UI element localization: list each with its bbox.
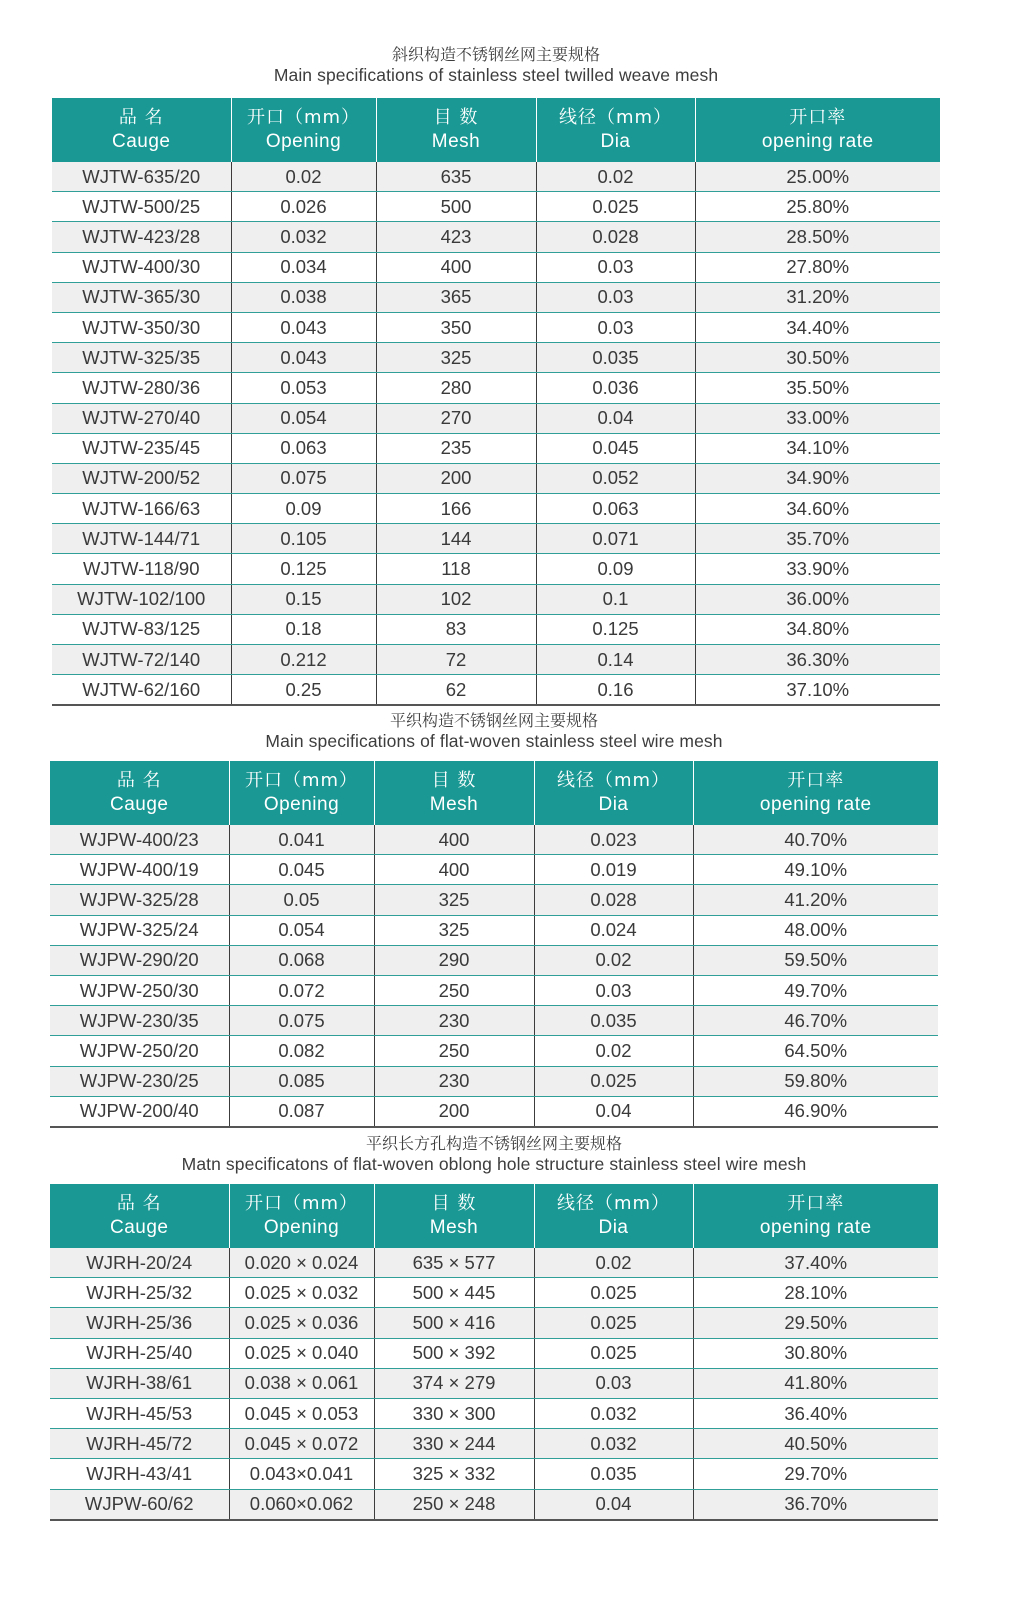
cell-opening: 0.05 [229,885,374,915]
cell-opening: 0.038 × 0.061 [229,1368,374,1398]
cell-gauge: WJRH-45/72 [50,1429,229,1459]
cell-opening: 0.09 [231,494,376,524]
cell-opening: 0.054 [229,915,374,945]
cell-opening-rate: 34.10% [695,433,940,463]
cell-opening: 0.054 [231,403,376,433]
table-header-row [52,98,940,162]
cell-opening: 0.045 × 0.053 [229,1398,374,1428]
cell-gauge: WJTW-72/140 [52,645,231,675]
cell-opening: 0.02 [231,162,376,192]
cell-gauge: WJTW-325/35 [52,343,231,373]
cell-gauge: WJRH-25/36 [50,1308,229,1338]
header-mesh-en: Mesh [429,1217,479,1238]
cell-mesh: 330 × 244 [374,1429,534,1459]
cell-opening-rate: 41.20% [693,885,938,915]
cell-opening-rate: 30.50% [695,343,940,373]
cell-mesh: 280 [376,373,536,403]
header-opening-rate [695,98,940,162]
header-gauge-cn: 品 名 [116,1193,162,1214]
table-row [50,1459,938,1489]
cell-gauge: WJPW-325/24 [50,915,229,945]
cell-opening: 0.060×0.062 [229,1489,374,1520]
header-gauge-en: Cauge [112,131,171,152]
cell-opening-rate: 25.00% [695,162,940,192]
header-opening-rate-en: opening rate [759,794,872,815]
cell-dia: 0.028 [536,222,695,252]
cell-opening: 0.045 [229,855,374,885]
cell-opening-rate: 31.20% [695,282,940,312]
table-row [50,1096,938,1127]
section-title-cn: 平织构造不锈钢丝网主要规格 [389,711,598,730]
header-opening-en: Opening [263,1217,340,1238]
cell-opening-rate: 64.50% [693,1036,938,1066]
cell-dia: 0.071 [536,524,695,554]
cell-gauge: WJTW-400/30 [52,252,231,282]
table-row [52,343,940,373]
table-row [52,614,940,644]
cell-gauge: WJPW-400/19 [50,855,229,885]
header-dia-cn: 线径（mm） [556,1193,671,1214]
header-mesh [376,98,536,162]
header-gauge [50,1184,229,1248]
cell-gauge: WJTW-270/40 [52,403,231,433]
cell-mesh: 230 [374,1006,534,1036]
table-row [50,825,938,855]
cell-opening-rate: 25.80% [695,192,940,222]
table-row [52,192,940,222]
header-dia-en: Dia [600,131,631,152]
cell-gauge: WJTW-500/25 [52,192,231,222]
cell-opening-rate: 28.50% [695,222,940,252]
cell-opening-rate: 49.10% [693,855,938,885]
table-row [52,554,940,584]
cell-mesh: 200 [374,1096,534,1127]
cell-gauge: WJPW-230/35 [50,1006,229,1036]
cell-opening-rate: 33.00% [695,403,940,433]
cell-dia: 0.023 [534,825,693,855]
header-gauge-en: Cauge [110,794,169,815]
cell-dia: 0.045 [536,433,695,463]
cell-gauge: WJTW-635/20 [52,162,231,192]
cell-mesh: 635 × 577 [374,1248,534,1278]
cell-opening: 0.212 [231,645,376,675]
cell-mesh: 325 [374,885,534,915]
cell-dia: 0.063 [536,494,695,524]
table-row [50,1278,938,1308]
cell-opening-rate: 29.50% [693,1308,938,1338]
cell-opening-rate: 34.90% [695,463,940,493]
cell-mesh: 250 [374,1036,534,1066]
header-mesh-cn: 目 数 [431,1193,477,1214]
cell-opening: 0.072 [229,975,374,1005]
cell-mesh: 230 [374,1066,534,1096]
cell-gauge: WJTW-166/63 [52,494,231,524]
cell-dia: 0.025 [534,1278,693,1308]
table-row [52,645,940,675]
header-opening-rate-cn: 开口率 [789,107,847,128]
cell-opening: 0.105 [231,524,376,554]
cell-opening: 0.068 [229,945,374,975]
cell-opening-rate: 40.50% [693,1429,938,1459]
cell-gauge: WJPW-200/40 [50,1096,229,1127]
header-opening [229,761,374,825]
header-dia [534,761,693,825]
header-mesh [374,761,534,825]
cell-dia: 0.02 [536,162,695,192]
header-opening-cn: 开口（mm） [244,770,359,791]
cell-opening: 0.085 [229,1066,374,1096]
cell-mesh: 400 [376,252,536,282]
table-row [50,1036,938,1066]
cell-dia: 0.036 [536,373,695,403]
table-row [50,885,938,915]
cell-opening-rate: 37.40% [693,1248,938,1278]
cell-gauge: WJPW-325/28 [50,885,229,915]
cell-gauge: WJRH-43/41 [50,1459,229,1489]
cell-dia: 0.03 [534,1368,693,1398]
cell-opening-rate: 36.40% [693,1398,938,1428]
cell-dia: 0.04 [536,403,695,433]
section-title-en: Main specifications of flat-woven stainless steel wire mesh [265,731,723,751]
cell-mesh: 325 × 332 [374,1459,534,1489]
header-mesh-en: Mesh [429,794,479,815]
header-dia-en: Dia [598,1217,629,1238]
cell-opening: 0.075 [231,463,376,493]
table-row [50,1248,938,1278]
cell-opening-rate: 46.70% [693,1006,938,1036]
table-row [52,584,940,614]
header-mesh-cn: 目 数 [431,770,477,791]
cell-gauge: WJPW-250/30 [50,975,229,1005]
cell-dia: 0.024 [534,915,693,945]
header-opening-rate-cn: 开口率 [787,1193,845,1214]
spec-table-flat [50,761,938,1128]
table-row [50,915,938,945]
header-dia-en: Dia [598,794,629,815]
cell-dia: 0.14 [536,645,695,675]
cell-dia: 0.025 [536,192,695,222]
cell-opening: 0.032 [231,222,376,252]
table-row [52,433,940,463]
cell-mesh: 200 [376,463,536,493]
cell-opening: 0.053 [231,373,376,403]
table-row [50,1066,938,1096]
table-row [50,1338,938,1368]
cell-gauge: WJTW-365/30 [52,282,231,312]
cell-mesh: 290 [374,945,534,975]
spec-section-3 [50,1133,938,1521]
section-title-cn: 斜织构造不锈钢丝网主要规格 [391,45,600,64]
header-dia [536,98,695,162]
table-row [52,312,940,342]
cell-dia: 0.09 [536,554,695,584]
header-gauge [52,98,231,162]
table-row [52,282,940,312]
spec-table-twilled [52,98,940,706]
cell-dia: 0.025 [534,1066,693,1096]
cell-opening-rate: 40.70% [693,825,938,855]
cell-opening: 0.026 [231,192,376,222]
cell-opening: 0.043 [231,343,376,373]
cell-opening: 0.063 [231,433,376,463]
cell-mesh: 250 × 248 [374,1489,534,1520]
cell-gauge: WJTW-280/36 [52,373,231,403]
section-title-en: Main specifications of stainless steel twilled weave mesh [273,65,719,85]
cell-gauge: WJTW-83/125 [52,614,231,644]
cell-opening: 0.025 × 0.040 [229,1338,374,1368]
cell-opening-rate: 34.40% [695,312,940,342]
cell-mesh: 635 [376,162,536,192]
cell-gauge: WJPW-250/20 [50,1036,229,1066]
table-row [52,524,940,554]
cell-opening: 0.034 [231,252,376,282]
cell-dia: 0.035 [536,343,695,373]
section-title [50,1133,938,1175]
cell-dia: 0.125 [536,614,695,644]
table-row [50,855,938,885]
cell-mesh: 325 [376,343,536,373]
cell-gauge: WJPW-230/25 [50,1066,229,1096]
table-row [52,675,940,706]
cell-opening-rate: 35.70% [695,524,940,554]
cell-dia: 0.02 [534,1248,693,1278]
cell-opening: 0.045 × 0.072 [229,1429,374,1459]
table-row [50,1429,938,1459]
cell-gauge: WJTW-144/71 [52,524,231,554]
cell-mesh: 102 [376,584,536,614]
cell-opening: 0.18 [231,614,376,644]
cell-opening-rate: 29.70% [693,1459,938,1489]
cell-opening-rate: 59.50% [693,945,938,975]
header-mesh-cn: 目 数 [433,107,479,128]
cell-opening: 0.043 [231,312,376,342]
cell-gauge: WJPW-290/20 [50,945,229,975]
cell-mesh: 144 [376,524,536,554]
cell-gauge: WJRH-45/53 [50,1398,229,1428]
cell-opening-rate: 28.10% [693,1278,938,1308]
table-row [50,1368,938,1398]
cell-dia: 0.035 [534,1459,693,1489]
cell-dia: 0.025 [534,1338,693,1368]
table-row [52,494,940,524]
header-gauge-cn: 品 名 [116,770,162,791]
cell-mesh: 350 [376,312,536,342]
header-opening-rate-en: opening rate [761,131,874,152]
cell-dia: 0.1 [536,584,695,614]
table-row [50,1308,938,1338]
cell-gauge: WJTW-235/45 [52,433,231,463]
cell-dia: 0.16 [536,675,695,706]
cell-opening-rate: 46.90% [693,1096,938,1127]
header-opening-rate-cn: 开口率 [787,770,845,791]
header-gauge-cn: 品 名 [118,107,164,128]
cell-dia: 0.028 [534,885,693,915]
cell-opening-rate: 59.80% [693,1066,938,1096]
cell-mesh: 62 [376,675,536,706]
table-row [52,252,940,282]
cell-gauge: WJTW-118/90 [52,554,231,584]
cell-dia: 0.03 [534,975,693,1005]
table-row [50,1398,938,1428]
section-title [52,44,940,86]
header-opening-rate [693,761,938,825]
cell-gauge: WJTW-200/52 [52,463,231,493]
cell-opening: 0.25 [231,675,376,706]
table-header-row [50,1184,938,1248]
cell-mesh: 500 × 392 [374,1338,534,1368]
cell-gauge: WJRH-38/61 [50,1368,229,1398]
cell-mesh: 374 × 279 [374,1368,534,1398]
cell-opening: 0.038 [231,282,376,312]
header-opening [229,1184,374,1248]
cell-mesh: 400 [374,825,534,855]
header-opening-cn: 开口（mm） [246,107,361,128]
cell-dia: 0.02 [534,945,693,975]
header-dia-cn: 线径（mm） [556,770,671,791]
cell-dia: 0.052 [536,463,695,493]
cell-opening: 0.025 × 0.036 [229,1308,374,1338]
cell-gauge: WJTW-423/28 [52,222,231,252]
cell-opening: 0.075 [229,1006,374,1036]
table-row [52,463,940,493]
cell-opening-rate: 34.60% [695,494,940,524]
cell-gauge: WJPW-400/23 [50,825,229,855]
cell-opening-rate: 48.00% [693,915,938,945]
cell-dia: 0.03 [536,252,695,282]
header-opening-rate [693,1184,938,1248]
cell-mesh: 270 [376,403,536,433]
cell-opening: 0.082 [229,1036,374,1066]
cell-opening-rate: 37.10% [695,675,940,706]
cell-mesh: 72 [376,645,536,675]
cell-mesh: 166 [376,494,536,524]
table-row [52,373,940,403]
cell-opening-rate: 49.70% [693,975,938,1005]
cell-dia: 0.04 [534,1096,693,1127]
cell-dia: 0.032 [534,1398,693,1428]
cell-opening: 0.025 × 0.032 [229,1278,374,1308]
cell-gauge: WJTW-102/100 [52,584,231,614]
cell-opening: 0.125 [231,554,376,584]
cell-mesh: 83 [376,614,536,644]
cell-dia: 0.019 [534,855,693,885]
cell-opening: 0.087 [229,1096,374,1127]
cell-dia: 0.03 [536,282,695,312]
table-row [50,1006,938,1036]
cell-gauge: WJPW-60/62 [50,1489,229,1520]
table-row [52,222,940,252]
cell-mesh: 365 [376,282,536,312]
cell-opening-rate: 27.80% [695,252,940,282]
spec-section-1 [52,44,940,706]
cell-gauge: WJRH-25/32 [50,1278,229,1308]
cell-gauge: WJTW-62/160 [52,675,231,706]
cell-opening-rate: 36.00% [695,584,940,614]
table-row [50,945,938,975]
cell-opening-rate: 36.30% [695,645,940,675]
cell-mesh: 500 × 416 [374,1308,534,1338]
header-dia-cn: 线径（mm） [558,107,673,128]
cell-opening-rate: 41.80% [693,1368,938,1398]
section-title [50,710,938,752]
cell-mesh: 500 [376,192,536,222]
header-dia [534,1184,693,1248]
cell-dia: 0.04 [534,1489,693,1520]
table-row [50,1489,938,1520]
header-gauge-en: Cauge [110,1217,169,1238]
cell-mesh: 400 [374,855,534,885]
section-title-en: Matn specificatons of flat-woven oblong hole structure stainless steel wire mesh [181,1154,807,1174]
cell-opening: 0.020 × 0.024 [229,1248,374,1278]
header-gauge [50,761,229,825]
cell-mesh: 235 [376,433,536,463]
header-opening-rate-en: opening rate [759,1217,872,1238]
cell-dia: 0.035 [534,1006,693,1036]
cell-mesh: 500 × 445 [374,1278,534,1308]
header-opening-en: Opening [265,131,342,152]
cell-gauge: WJRH-25/40 [50,1338,229,1368]
cell-opening-rate: 34.80% [695,614,940,644]
cell-mesh: 250 [374,975,534,1005]
header-opening [231,98,376,162]
header-mesh [374,1184,534,1248]
cell-dia: 0.025 [534,1308,693,1338]
cell-gauge: WJRH-20/24 [50,1248,229,1278]
cell-mesh: 325 [374,915,534,945]
cell-mesh: 330 × 300 [374,1398,534,1428]
cell-mesh: 118 [376,554,536,584]
spec-table-oblong [50,1184,938,1521]
table-row [52,162,940,192]
cell-dia: 0.03 [536,312,695,342]
cell-opening-rate: 36.70% [693,1489,938,1520]
cell-opening: 0.15 [231,584,376,614]
cell-opening: 0.043×0.041 [229,1459,374,1489]
header-opening-cn: 开口（mm） [244,1193,359,1214]
table-header-row [50,761,938,825]
header-mesh-en: Mesh [431,131,481,152]
section-title-cn: 平织长方孔构造不锈钢丝网主要规格 [365,1134,622,1153]
cell-opening-rate: 35.50% [695,373,940,403]
cell-gauge: WJTW-350/30 [52,312,231,342]
cell-opening-rate: 33.90% [695,554,940,584]
cell-opening: 0.041 [229,825,374,855]
cell-dia: 0.02 [534,1036,693,1066]
table-row [50,975,938,1005]
spec-section-2 [50,710,938,1128]
header-opening-en: Opening [263,794,340,815]
table-row [52,403,940,433]
cell-mesh: 423 [376,222,536,252]
cell-dia: 0.032 [534,1429,693,1459]
cell-opening-rate: 30.80% [693,1338,938,1368]
